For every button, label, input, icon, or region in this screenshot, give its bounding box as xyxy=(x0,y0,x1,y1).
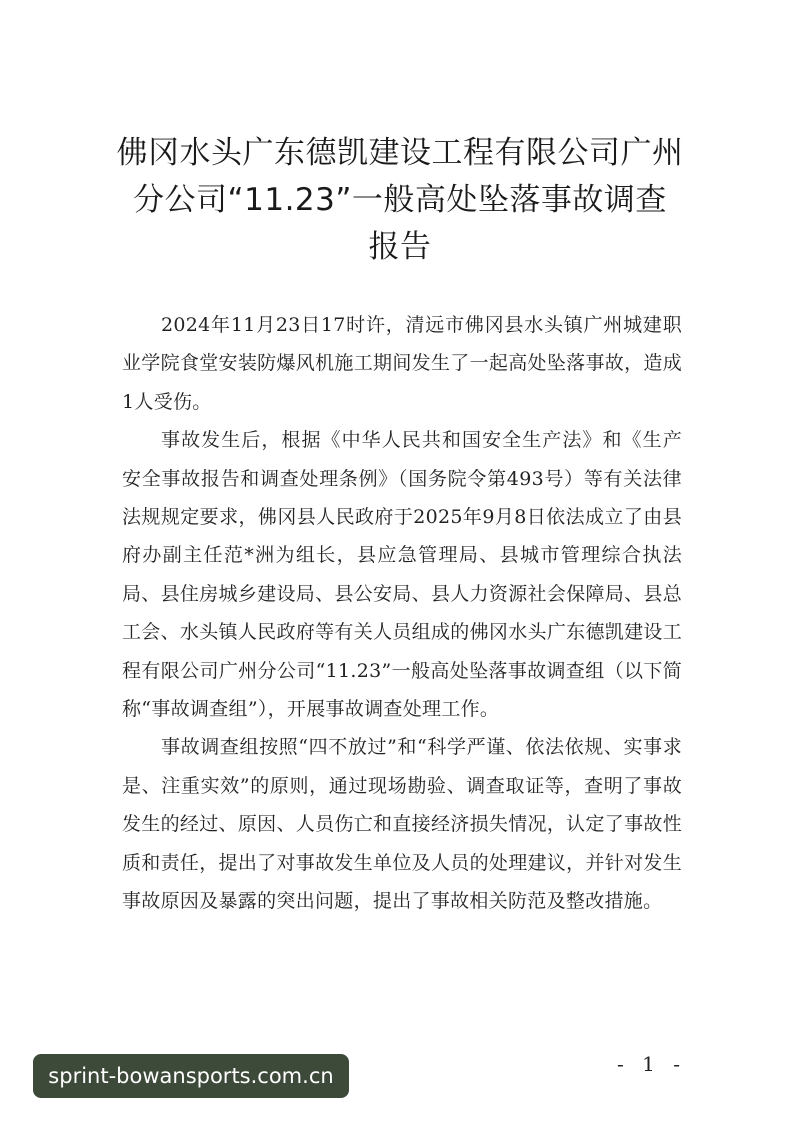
watermark-badge xyxy=(33,1054,349,1098)
page-number: - 1 - xyxy=(617,1052,686,1076)
document-title xyxy=(110,130,690,271)
document-body xyxy=(122,306,682,921)
title-line-2: 分公司“11.23”一般高处坠落事故调查 xyxy=(133,182,667,218)
paragraph-investigation-principles: 事故调查组按照“四不放过”和“科学严谨、依法依规、实事求是、注重实效”的原则，通过现场勘验、调查取证等，查明了事故发生的经过、原因、人员伤亡和直接经济损失情况，认定了事故性质和责任，提出了对事故发生单位及人员的处理建议，并针对发生事故原因及暴露的突出问题，提出了事故相关防范及整改措施。 xyxy=(122,736,682,913)
title-line-1: 佛冈水头广东德凯建设工程有限公司广州 xyxy=(116,135,684,171)
watermark-text: sprint-bowansports.com.cn xyxy=(48,1064,334,1088)
title-line-3: 报告 xyxy=(368,229,432,265)
paragraph-incident-summary: 2024年11月23日17时许，清远市佛冈县水头镇广州城建职业学院食堂安装防爆风机施工期间发生了一起高处坠落事故，造成1人受伤。 xyxy=(122,314,682,413)
paragraph-investigation-setup: 事故发生后，根据《中华人民共和国安全生产法》和《生产安全事故报告和调查处理条例》（国务院令第493号）等有关法律法规规定要求，佛冈县人民政府于2025年9月8日依法成立了由县府办副主任范*洲为组长，县应急管理局、县城市管理综合执法局、县住房城乡建设局、县公安局、县人力资源社会保障局、县总工会、水头镇人民政府等有关人员组成的佛冈水头广东德凯建设工程有限公司广州分公司“11.23”一般高处坠落事故调查组（以下简称“事故调查组”），开展事故调查处理工作。 xyxy=(122,429,682,721)
